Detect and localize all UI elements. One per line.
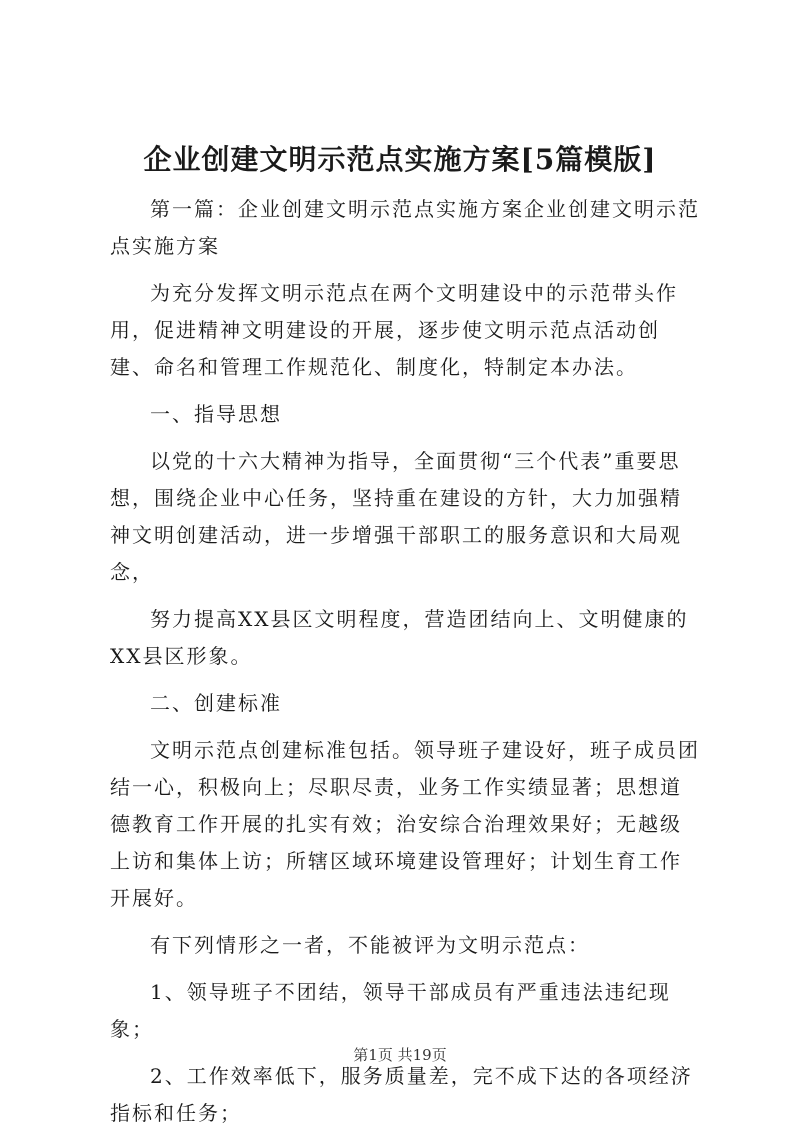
section-heading: 二、创建标准 [150,691,282,715]
paragraph: 文明示范点创建标准包括。领导班子建设好，班子成员团结一心，积极向上；尽职尽责，业务工作实绩显著；思想道德教育工作开展的扎实有效；治安综合治理效果好；无越级上访和集体上访；所辖区域环境建设管理好；计划生育工作开展好。 [110,738,700,910]
list-item: 1、领导班子不团结，领导干部成员有严重违法违纪现象； [110,980,671,1041]
document-title: 企业创建文明示范点实施方案[5篇模版] [143,143,657,176]
paragraph: 以党的十六大精神为指导，全面贯彻“三个代表”重要思想，围绕企业中心任务，坚持重在建设的方针，大力加强精神文明创建活动，进一步增强干部职工的服务意识和大局观念， [110,449,682,584]
paragraph: 第一篇：企业创建文明示范点实施方案企业创建文明示范点实施方案 [110,197,700,258]
section-heading: 一、指导思想 [150,402,282,426]
paragraph: 为充分发挥文明示范点在两个文明建设中的示范带头作用，促进精神文明建设的开展，逐步使文明示范点活动创建、命名和管理工作规范化、制度化，特制定本办法。 [110,281,678,379]
list-item: 2、工作效率低下，服务质量差，完不成下达的各项经济指标和任务； [110,1064,693,1125]
document-body [110,191,700,1132]
page-number: 第1页 共19页 [353,1046,447,1064]
paragraph: 有下列情形之一者，不能被评为文明示范点： [150,933,590,957]
paragraph: 努力提高XX县区文明程度，营造团结向上、文明健康的XX县区形象。 [110,607,689,668]
